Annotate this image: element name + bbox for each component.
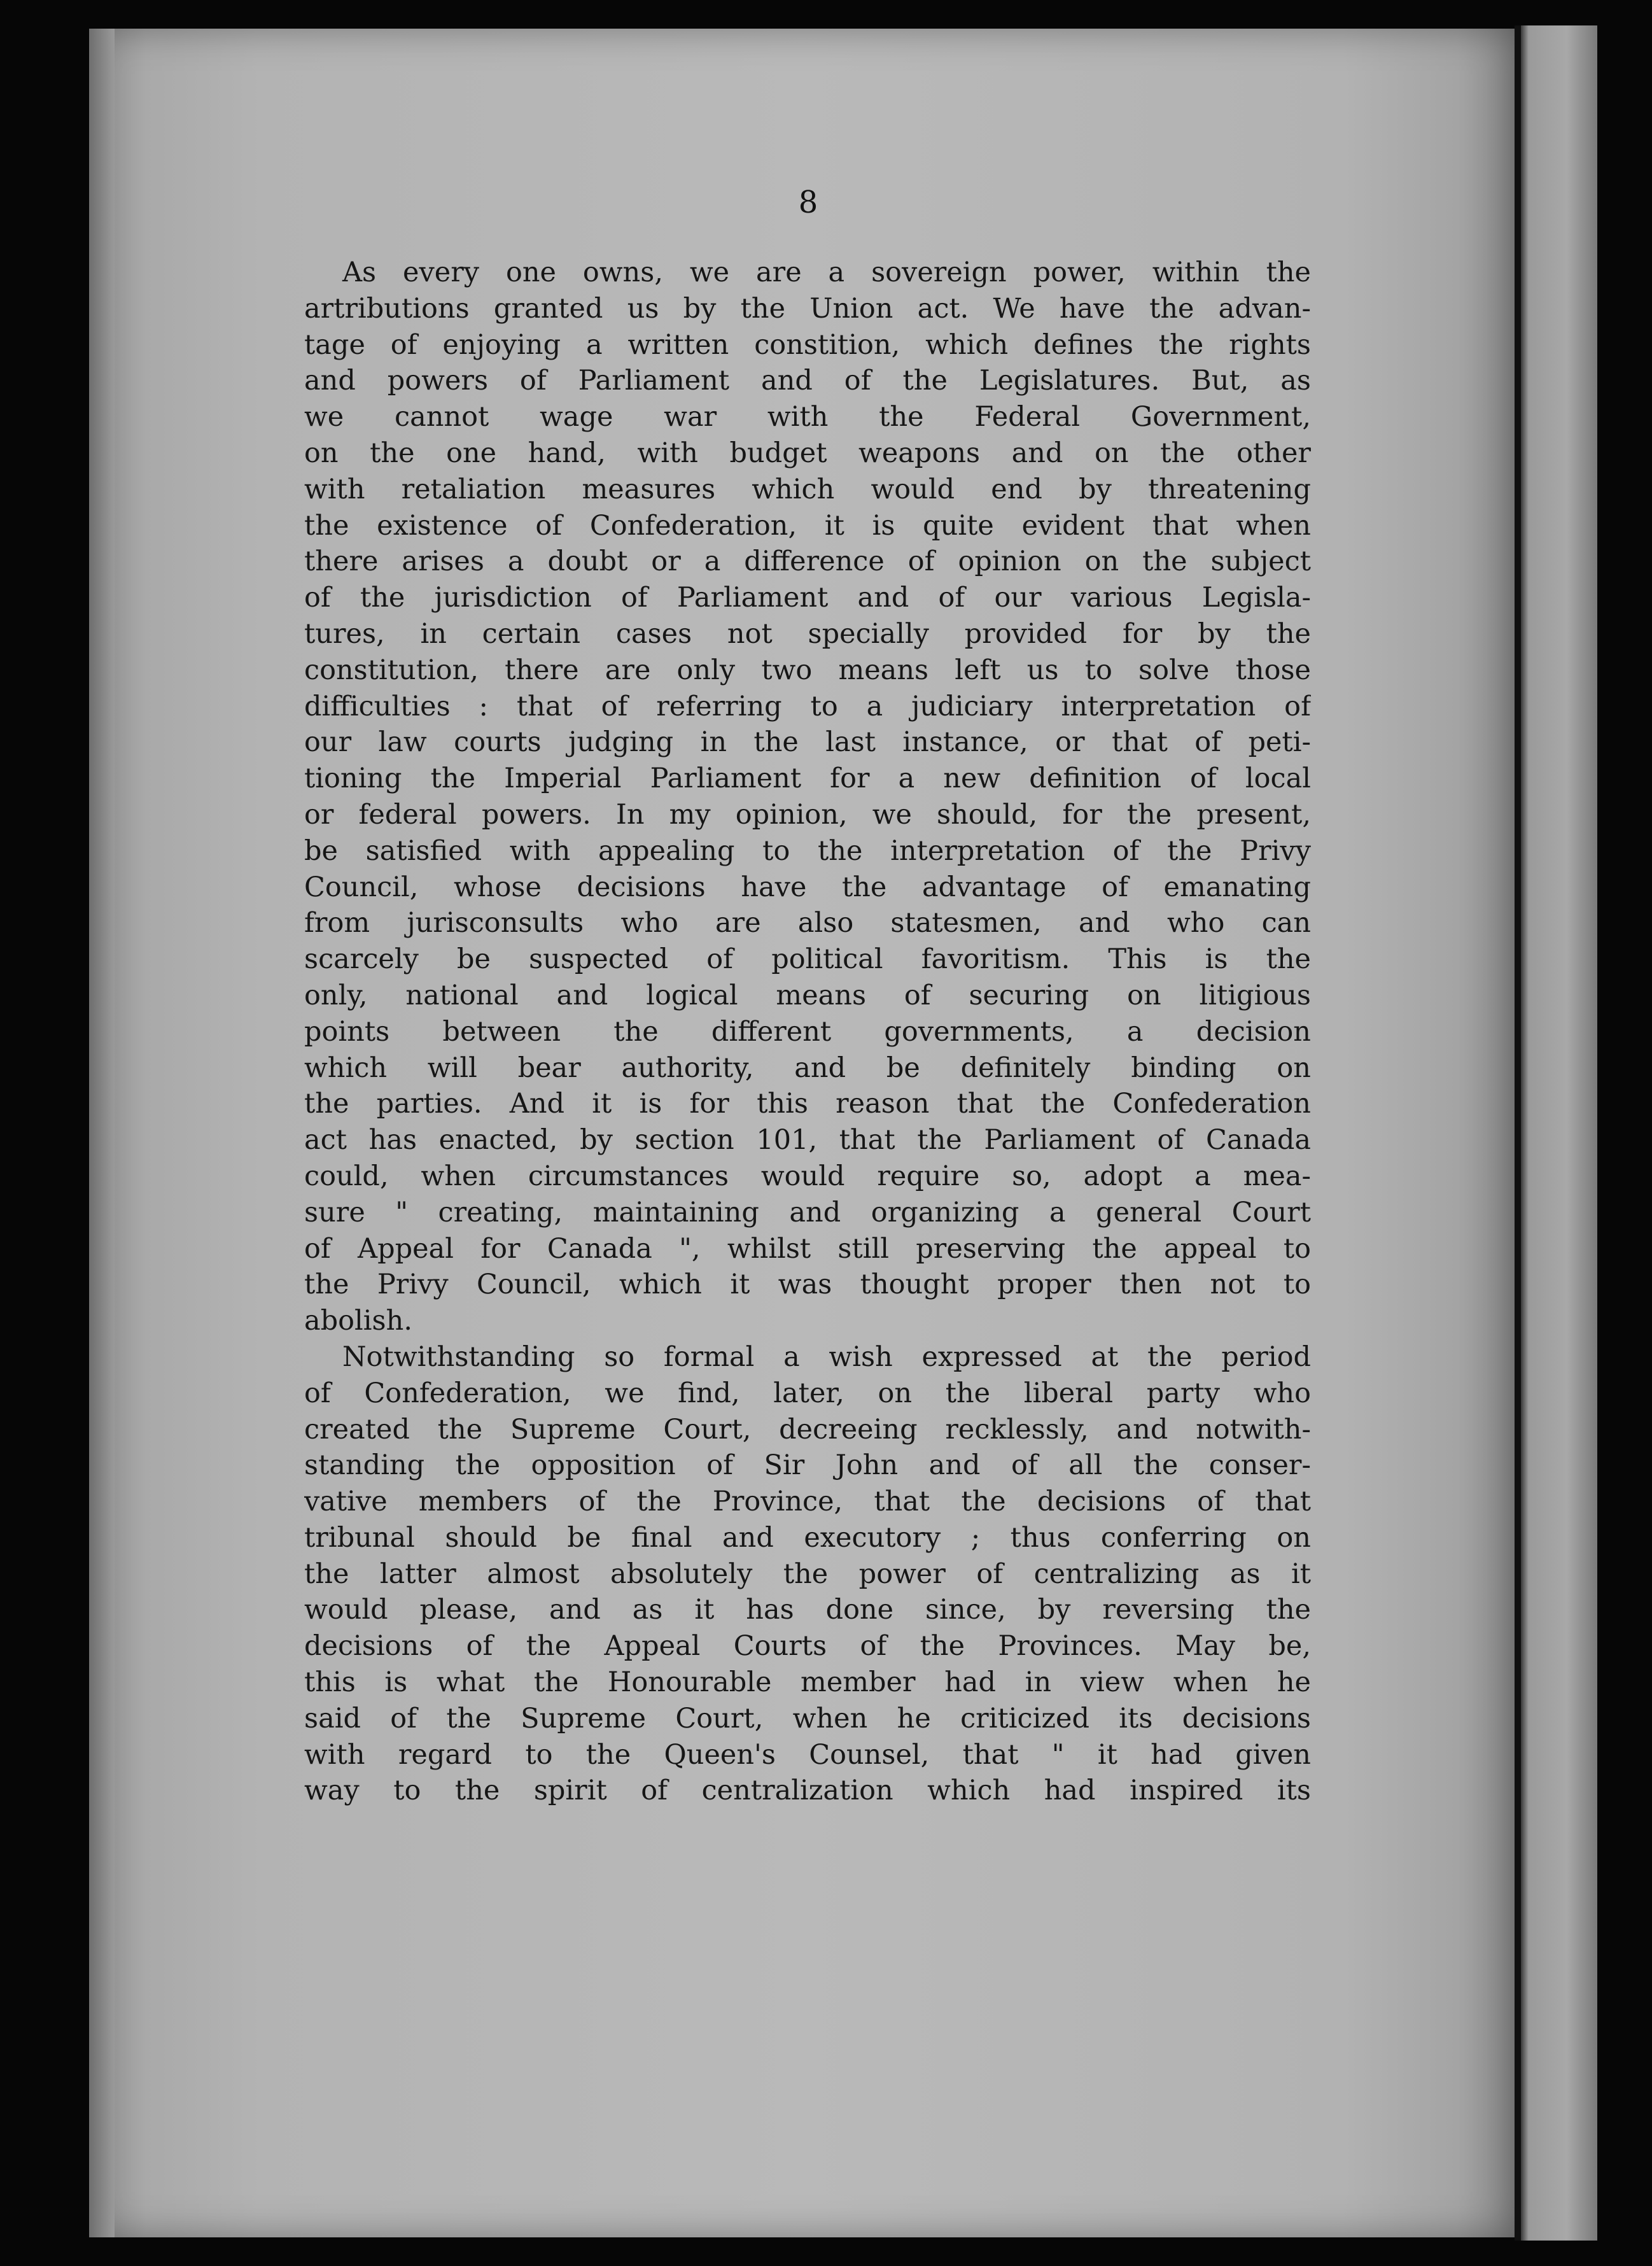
text-line: As every one owns, we are a sovereign power, within the [342,257,1311,288]
text-line: of the jurisdiction of Parliament and of our various Legisla- [304,582,1311,614]
text-line: our law courts judging in the last instance, or that of peti- [304,726,1311,759]
next-page-edge [1521,25,1597,2241]
text-line: artributions granted us by the Union act. We have the advan- [304,292,1311,325]
body-text [304,255,1311,1809]
text-line: said of the Supreme Court, when he criticized its decisions [304,1702,1311,1735]
text-line: from jurisconsults who are also statesmen, and who can [304,907,1311,939]
text-line: tures, in certain cases not specially provided for by the [304,617,1311,650]
text-line: tage of enjoying a written constition, which defines the rights [304,328,1311,361]
text-line: tribunal should be final and executory ; thus conferring on [304,1521,1311,1554]
text-line: Council, whose decisions have the advantage of emanating [304,871,1311,903]
text-line: scarcely be suspected of political favoritism. This is the [304,943,1311,976]
text-line: there arises a doubt or a difference of opinion on the subject [304,545,1311,578]
paper-left-edge-shadow [89,29,115,2237]
text-line: constitution, there are only two means left us to solve those [304,654,1311,686]
text-line: Notwithstanding so formal a wish expressed at the period [342,1341,1311,1373]
page-number: 8 [798,185,818,220]
text-line: sure " creating, maintaining and organizing a general Court [304,1196,1311,1228]
text-line: this is what the Honourable member had in view when he [304,1666,1311,1699]
text-line: tioning the Imperial Parliament for a new definition of local [304,763,1311,795]
text-line: of Confederation, we find, later, on the liberal party who [304,1377,1311,1409]
text-line: act has enacted, by section 101, that the Parliament of Canada [304,1124,1311,1157]
text-line: points between the different governments, a decision [304,1015,1311,1048]
text-line: vative members of the Province, that the decisions of that [304,1486,1311,1518]
text-line: created the Supreme Court, decreeing recklessly, and notwith- [304,1413,1311,1446]
text-line: and powers of Parliament and of the Legislatures. But, as [304,365,1311,397]
text-line: way to the spirit of centralization which had inspired its [304,1775,1311,1807]
text-line: with retaliation measures which would end by threatening [304,473,1311,505]
text-line: the parties. And it is for this reason that the Confederation [304,1088,1311,1120]
text-line: on the one hand, with budget weapons and on the other [304,437,1311,469]
text-line: or federal powers. In my opinion, we should, for the present, [304,798,1311,831]
text-line: decisions of the Appeal Courts of the Provinces. May be, [304,1630,1311,1663]
text-line: difficulties : that of referring to a judiciary interpretation of [304,690,1311,722]
text-line: we cannot wage war with the Federal Government, [304,401,1311,433]
text-line: the existence of Confederation, it is quite evident that when [304,509,1311,542]
text-line: only, national and logical means of securing on litigious [304,979,1311,1011]
text-line: the latter almost absolutely the power of centralizing as it [304,1558,1311,1590]
text-line: the Privy Council, which it was thought proper then not to [304,1269,1311,1301]
text-line: would please, and as it has done since, by reversing the [304,1594,1311,1626]
text-line: of Appeal for Canada ", whilst still preserving the appeal to [304,1232,1311,1265]
text-line: be satisfied with appealing to the interpretation of the Privy [304,834,1311,867]
text-line: could, when circumstances would require so, adopt a mea- [304,1160,1311,1192]
text-line: standing the opposition of Sir John and of all the conser- [304,1449,1311,1482]
text-line: abolish. [304,1305,412,1337]
text-line: which will bear authority, and be definitely binding on [304,1052,1311,1084]
text-line: with regard to the Queen's Counsel, that " it had given [304,1738,1311,1771]
